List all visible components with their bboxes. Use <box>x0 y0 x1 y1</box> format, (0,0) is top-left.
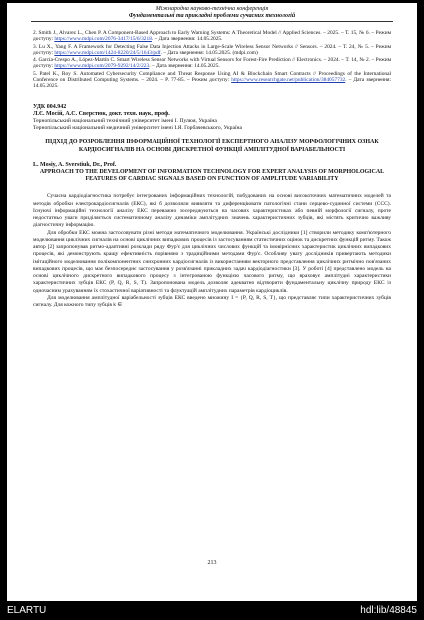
affiliation: Тернопільський національний медичний університет імені І.Я. Горбачевського, Україна <box>33 124 242 131</box>
running-header <box>7 6 417 22</box>
document-page <box>7 3 417 601</box>
reference-link[interactable]: https://www.mdpi.com/1424-8220/24/5/1643/pdf <box>54 49 161 56</box>
udc-code: УДК 004.942 <box>33 103 67 110</box>
authors-ukrainian: Л.Є. Мосій, А.С. Сверстюк, докт. техн. наук, проф. <box>33 110 170 117</box>
repository-name: ELARTU <box>7 605 47 616</box>
authors-english: L. Mosiy, A. Sverstiuk, Dr., Prof. <box>33 161 117 168</box>
article-title-english: APPROACH TO THE DEVELOPMENT OF INFORMATION TECHNOLOGY FOR EXPERT ANALYSIS OF MORPHOLOGICAL FEATURES OF CARDIAC SIGNALS BASED ON FUNCTION OF AMPLITUDE VARIABILITY <box>39 168 385 183</box>
reference-link[interactable]: https://www.researchgate.net/publication/384057732 <box>231 76 346 83</box>
header-divider <box>31 21 393 22</box>
affiliation: Тернопільський національний технічний університет імені І. Пулюя, Україна <box>33 117 217 124</box>
article-body <box>33 193 391 309</box>
conference-name: Міжнародна науково-технічна конференція <box>155 6 269 12</box>
body-paragraph: Сучасна кардіодіагностика потребує інтегрованих інформаційних технологій, побудованих на основі високоточних математичних моделей та методів обробки електрокардіосигналів (ЕКС), які б дозволяли виявляти та диференціювати патологічні стани серцево-судинної системи (ССС). Існуючі інформаційні технології аналізу ЕКС переважно зосереджуються на часових характеристиках або певній морфології сигналу, проте недостатньо уваги приділяється систематичному аналізу динаміки амплітудних значень характеристичних зубців, які містять критично важливу діагностичну інформацію. <box>33 193 391 229</box>
body-paragraph: Для моделювання амплітудної варіабельності зубців ЕКС введено множину I = {P, Q, R, S, T}, що представляє типи характеристичних зубців сигналу. Для кожного типу зубців k ∈ <box>33 294 391 309</box>
handle-identifier: hdl:lib/48845 <box>360 605 417 616</box>
repository-footer-bar <box>0 601 424 620</box>
reference-item: 2. Smith J., Alvarez L., Chen P. A Component-Based Approach to Early Warning Systems: A Theoretical Model // Applied Sciences. – 2025. – Т. 15, № 6. – Режим доступу: https://www.mdpi.com/2076-3417/15/6/3218. – Дата звернення: 14.05.2025. <box>33 30 391 43</box>
reference-link[interactable]: https://www.mdpi.com/2079-9292/14/2/223 <box>54 63 150 70</box>
article-title-ukrainian: ПІДХІД ДО РОЗРОБЛЕННЯ ІНФОРМАЦІЙНОЇ ТЕХНОЛОГІЇ ЕКСПЕРТНОГО АНАЛІЗУ МОРФОЛОГІЧНИХ ОЗНАК КАРДІОСИГНАЛІВ НА ОСНОВІ ДИСКРЕТНОЇ ФУНКЦІЇ АМПЛІТУДНОЇ ВАРІАБЕЛЬНОСТІ <box>45 139 379 153</box>
page-number: 213 <box>207 560 217 566</box>
reference-link[interactable]: https://www.mdpi.com/2076-3417/15/6/3218 <box>54 36 152 43</box>
conference-title: Фундаментальні та прикладні проблеми сучасних технологій <box>128 13 296 19</box>
reference-item: 3. Lu X., Yang F. A Framework for Detecting False Data Injection Attacks in Large-Scale Wireless Sensor Networks // Sensors. – 2024. – Т. 24, № 5. – Режим доступу: https://www.mdpi.com/1424-8220/24/5/1643/pdf. – Дата звернення: 14.05.2025. (mdpi.com) <box>33 43 391 56</box>
body-paragraph: Для обробки ЕКС можна застосовувати різні методи математичного моделювання. Українські дослідники [1] створили методику комп'ютерного моделювання циклічних сигналів на основі циклічних випадкових процесів із застосуванням статистичних оцінок та дискретних функцій ритму. Також автор [2] запропонував ритмо-адаптивні розклади ряду Фур'є для циклічних числових функцій та імовірнісних характеристик циклічних випадкових процесів, які демонструють кращу ефективність порівняно з традиційними методами Фур'є. Особливу увагу дослідників привертають методики імітаційного моделювання полікомпонентних синхронних кардіосигналів із використанням векторного представлення циклічних ритмічно пов'язаних випадкових процесів, що має безпосереднє застосування у розв'язанні прикладних задач кардіодіагностики [3]. У роботі [4] представлено модель на основі циклічного дискретного випадкового процесу з інтегрованою функцією часового ритму, що враховує амплітудні характеристики характеристичних зубців ЕКС (P, Q, R, S, T). Запропонована модель дозволяє адекватно відтворити фундаментальну циклічну природу ЕКС із одночасним урахуванням їх стохастичної варіативності та флуктуацій амплітудних параметрів кардіоциклів. <box>33 229 391 294</box>
reference-item: 4. Garcia-Crespo A., López-Martín C. Smart Wireless Sensor Networks with Virtual Sensors for Forest-Fire Prediction // Electronics. – 2024. – Т. 14, № 2. – Режим доступу: https://www.mdpi.com/2079-9292/14/2/223. – Дата звернення: 14.05.2025. <box>33 57 391 70</box>
reference-item: 5. Patel K., Roy S. Automated Cybersecurity Compliance and Threat Response Using AI & Blockchain Smart Contracts // Proceedings of the International Conference on Distributed Computing Systems. – 2024. – P. 77-85. – Режим доступу: https://www.researchgate.net/publication/384057732. – Дата звернення: 14.05.2025. <box>33 70 391 90</box>
reference-list <box>33 30 391 90</box>
